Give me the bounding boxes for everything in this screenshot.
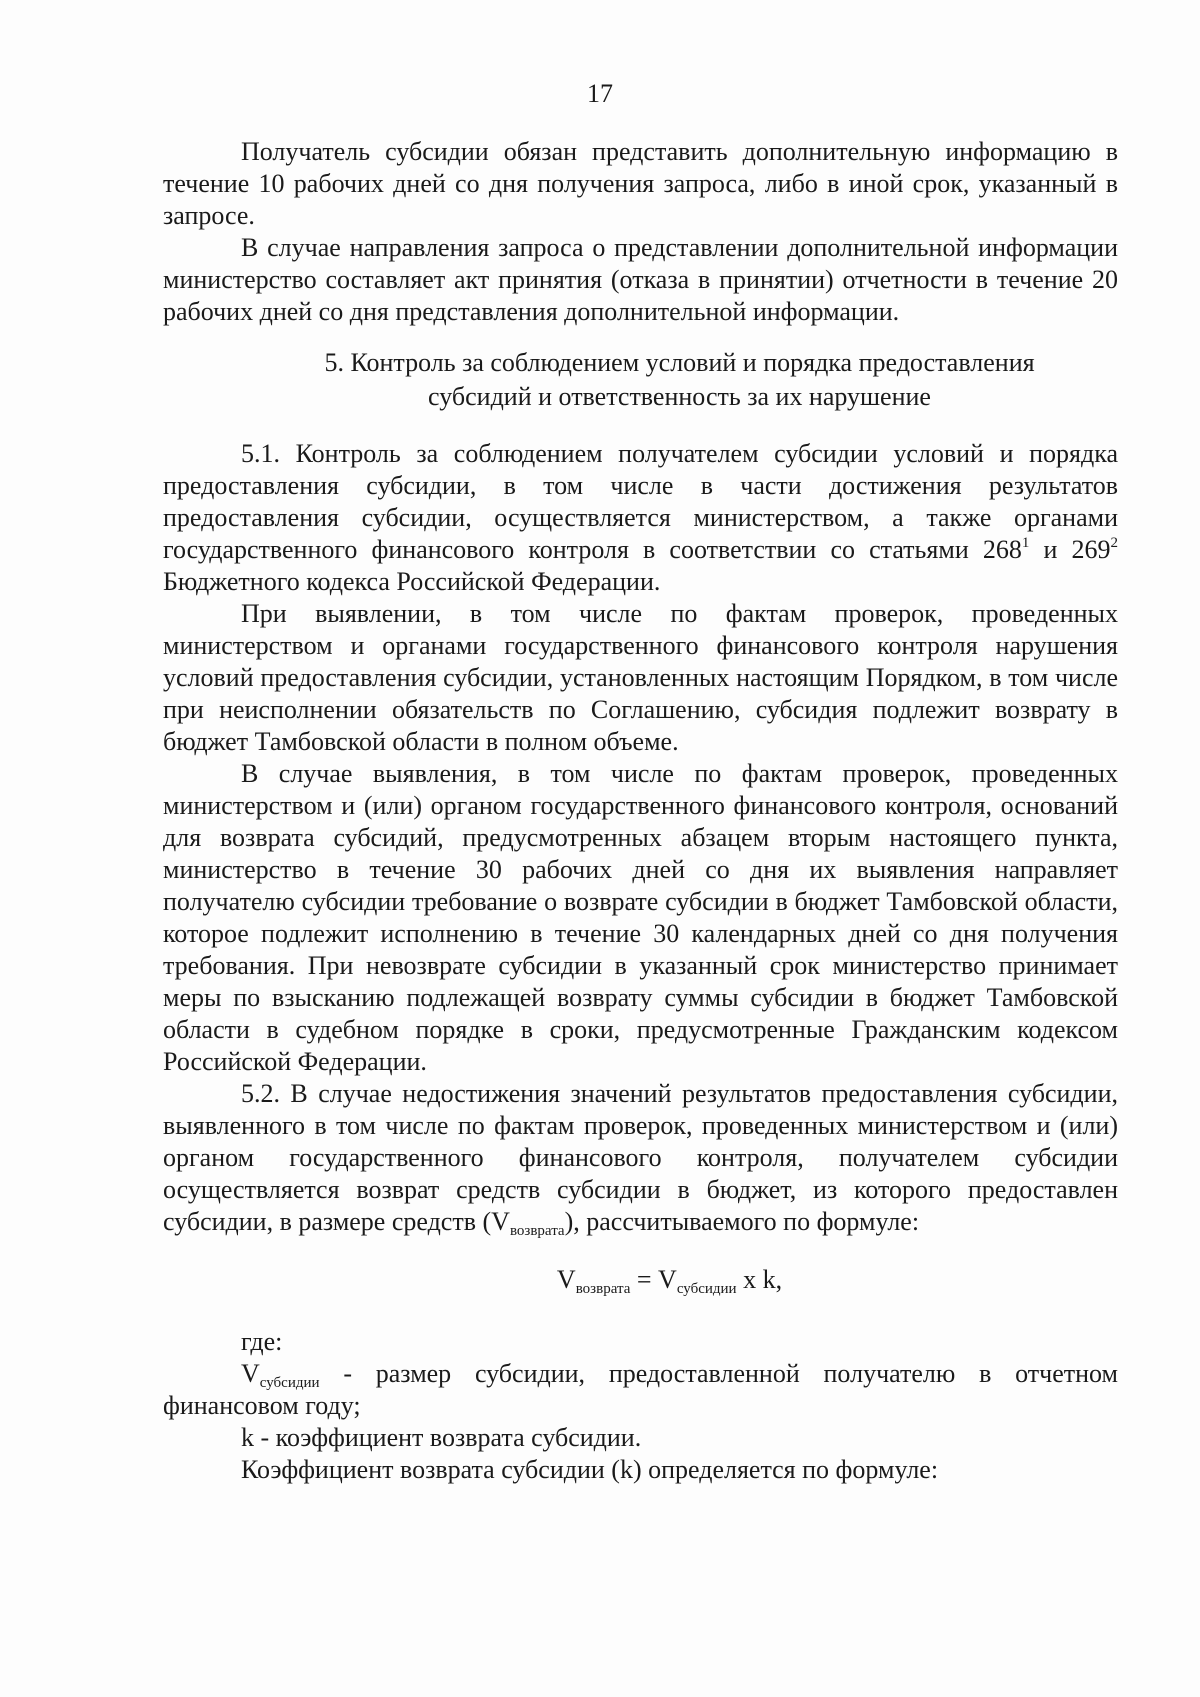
formula-sub-subsidii: субсидии [676,1281,737,1297]
k-formula-intro: Коэффициент возврата субсидии (k) определяется по формуле: [241,1455,939,1484]
paragraph-5-2 [163,1078,1118,1238]
formula-v-vozvrata [163,1264,1118,1296]
paragraph-5-1-text-c: Бюджетного кодекса Российской Федерации. [163,567,661,596]
superscript-1: 1 [1021,535,1030,551]
section-heading-line-1: 5. Контроль за соблюдением условий и порядка предоставления [324,348,1035,377]
formula-equals-v: = V [630,1265,677,1294]
paragraph-5-1-return-demand: В случае выявления, в том числе по фактам проверок, проведенных министерством и (или) органом государственного финансового контроля, оснований для возврата субсидий, предусмотренных абзацем вторым настоящего пункта, министерство в течение 30 рабочих дней со дня их выявления направляет получателю субсидии требование о возврате субсидии в бюджет Тамбовской области, которое подлежит исполнению в течение 30 календарных дней со дня получения требования. При невозврате субсидии в указанный срок министерство принимает меры по взысканию подлежащей возврату суммы субсидии в бюджет Тамбовской области в судебном порядке в сроки, предусмотренные Гражданским кодексом Российской Федерации. [163,759,1118,1076]
paragraph-5-1-text-a: 5.1. Контроль за соблюдением получателем субсидии условий и порядка предоставления субсидии, в том числе в части достижения результатов предоставления субсидии, осуществляется министерством, а также органами государственного финансового контроля в соответствии со статьями 268 [163,439,1118,564]
definition-v-sub: субсидии [259,1375,320,1391]
document-body [163,136,1118,1486]
definition-k: k - коэффициент возврата субсидии. [241,1423,642,1452]
paragraph-5-1-violations: При выявлении, в том числе по фактам проверок, проведенных министерством и органами государственного финансового контроля нарушения условий предоставления субсидии, установленных настоящим Порядком, в том числе при неисполнении обязательств по Соглашению, субсидия подлежит возврату в бюджет Тамбовской области в полном объеме. [163,599,1118,756]
section-heading-line-2: субсидий и ответственность за их нарушение [428,382,931,411]
paragraph-5-2-text-a: 5.2. В случае недостижения значений результатов предоставления субсидии, выявленного в том числе по фактам проверок, проведенных министерством и (или) органом государственного финансового контроля, получателем субсидии осуществляется возврат средств субсидии в бюджет, из которого предоставлен субсидии, в размере средств (V [163,1079,1118,1236]
where-label: где: [241,1327,283,1356]
definition-v-letter: V [241,1359,260,1388]
paragraph-act-acceptance: В случае направления запроса о представлении дополнительной информации министерство составляет акт принятия (отказа в принятии) отчетности в течение 20 рабочих дней со дня представления дополнительной информации. [163,233,1118,326]
section-heading [163,346,1118,414]
superscript-2: 2 [1110,535,1119,551]
definition-v-text: - размер субсидии, предоставленной получателю в отчетном финансовом году; [163,1359,1118,1420]
page-number: 17 [587,79,613,108]
formula-v-left: V [556,1265,576,1294]
subscript-vozvrata: возврата [509,1223,565,1239]
formula-sub-vozvrata: возврата [575,1281,631,1297]
paragraph-5-1-text-b: и 269 [1029,535,1111,564]
paragraph-5-2-text-b: ), рассчитываемого по формуле: [564,1207,920,1236]
definition-v-subsidii [163,1358,1118,1422]
paragraph-additional-info: Получатель субсидии обязан представить дополнительную информацию в течение 10 рабочих дней со дня получения запроса, либо в иной срок, указанный в запросе. [163,137,1118,230]
paragraph-5-1 [163,438,1118,598]
formula-rest: x k, [736,1265,783,1294]
